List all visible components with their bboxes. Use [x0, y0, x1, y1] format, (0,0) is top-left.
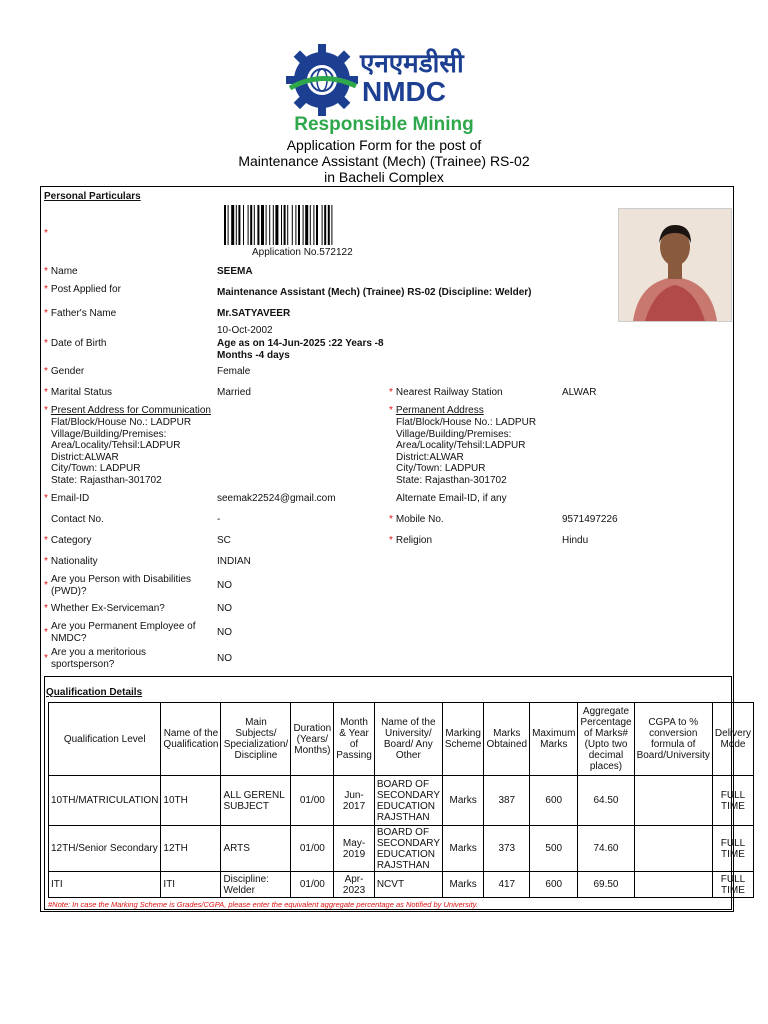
table-cell: 373	[484, 826, 530, 872]
col-header: Name of the University/ Board/ Any Other	[374, 703, 442, 776]
col-header: Delivery Mode	[712, 703, 753, 776]
table-row	[49, 872, 754, 898]
table-cell: ARTS	[221, 826, 291, 872]
father-value: Mr.SATYAVEER	[217, 308, 291, 319]
dob-label: * Date of Birth	[44, 338, 107, 349]
table-cell: 10TH/MATRICULATION	[49, 776, 161, 826]
table-row	[49, 776, 754, 826]
title-line-2: Maintenance Assistant (Mech) (Trainee) RS-02	[238, 153, 530, 169]
religion-label: * Religion	[389, 535, 433, 546]
person-photo-icon	[619, 209, 731, 321]
exserviceman-label: * Whether Ex-Serviceman?	[44, 603, 165, 614]
table-cell: 600	[530, 776, 578, 826]
table-cell: Marks	[442, 776, 484, 826]
col-header: Marking Scheme	[442, 703, 484, 776]
age-value: Age as on 14-Jun-2025 :22 Years -8 Months -4 days	[217, 338, 384, 361]
religion-value: Hindu	[562, 535, 589, 546]
category-value: SC	[217, 535, 231, 546]
table-cell: NCVT	[374, 872, 442, 898]
table-cell: Apr-2023	[334, 872, 375, 898]
table-cell: 64.50	[578, 776, 634, 826]
gender-value: Female	[217, 366, 251, 377]
table-cell: 69.50	[578, 872, 634, 898]
railway-value: ALWAR	[562, 387, 597, 398]
table-cell: 01/00	[291, 872, 334, 898]
table-cell: 74.60	[578, 826, 634, 872]
railway-label: * Nearest Railway Station	[389, 387, 503, 398]
name-label: * Name	[44, 266, 78, 277]
category-label: * Category	[44, 535, 92, 546]
mobile-value: 9571497226	[562, 514, 618, 525]
table-cell: ITI	[161, 872, 221, 898]
contact-value: -	[217, 514, 221, 525]
pwd-value: NO	[217, 580, 232, 591]
name-value: SEEMA	[217, 266, 253, 277]
table-cell: Marks	[442, 872, 484, 898]
table-cell: May-2019	[334, 826, 375, 872]
gender-label: * Gender	[44, 366, 85, 377]
col-header: CGPA to % conversion formula of Board/University	[634, 703, 712, 776]
table-cell: ITI	[49, 872, 161, 898]
title-line-1: Application Form for the post of	[286, 137, 482, 153]
barcode	[224, 205, 384, 249]
table-cell: 600	[530, 872, 578, 898]
email-value: seemak22524@gmail.com	[217, 493, 336, 504]
table-cell: ALL GERENL SUBJECT	[221, 776, 291, 826]
application-number: Application No.572122	[252, 247, 353, 258]
logo-hindi-text: एनएमडीसी	[360, 49, 464, 79]
father-label: * Father's Name	[44, 308, 117, 319]
qualification-table	[48, 702, 754, 898]
table-cell	[634, 826, 712, 872]
dob-value: 10-Oct-2002	[217, 325, 273, 336]
table-cell: 417	[484, 872, 530, 898]
alt-email-label: Alternate Email-ID, if any	[396, 493, 507, 504]
present-address-label: * Present Address for Communication	[44, 405, 211, 416]
tagline: Responsible Mining	[294, 114, 474, 135]
sports-label: * Are you a meritorious sportsperson?	[44, 647, 147, 670]
table-row	[49, 826, 754, 872]
table-cell: Marks	[442, 826, 484, 872]
qualification-header-row	[49, 703, 754, 776]
table-cell	[634, 776, 712, 826]
col-header: Duration (Years/ Months)	[291, 703, 334, 776]
email-label: * Email-ID	[44, 493, 90, 504]
col-header: Marks Obtained	[484, 703, 530, 776]
table-cell: FULL TIME	[712, 826, 753, 872]
title-line-3: in Bacheli Complex	[324, 169, 444, 185]
marking-note: #Note: In case the Marking Scheme is Grades/CGPA, please enter the equivalent aggregate percentage as Notified by University.	[48, 900, 478, 909]
col-header: Main Subjects/ Specialization/ Discipline	[221, 703, 291, 776]
col-header: Aggregate Percentage of Marks# (Upto two decimal places)	[578, 703, 634, 776]
table-cell: FULL TIME	[712, 872, 753, 898]
post-label: * Post Applied for	[44, 284, 121, 295]
post-value: Maintenance Assistant (Mech) (Trainee) RS-02 (Discipline: Welder)	[217, 287, 532, 298]
table-cell: 12TH	[161, 826, 221, 872]
mobile-label: * Mobile No.	[389, 514, 444, 525]
table-cell: Discipline: Welder	[221, 872, 291, 898]
permanent-address-block: Flat/Block/House No.: LADPUR Village/Building/Premises: Area/Locality/Tehsil:LADPUR District:ALWAR City/Town: LADPUR State: Rajasthan-301702	[396, 417, 537, 486]
table-cell: BOARD OF SECONDARY EDUCATION RAJSTHAN	[374, 776, 442, 826]
logo-english-text: NMDC	[362, 76, 446, 107]
col-header: Month & Year of Passing	[334, 703, 375, 776]
col-header: Qualification Level	[49, 703, 161, 776]
nmdc-logo	[284, 40, 484, 118]
marital-value: Married	[217, 387, 251, 398]
permanent-emp-value: NO	[217, 627, 232, 638]
marital-label: * Marital Status	[44, 387, 113, 398]
personal-section-title: Personal Particulars	[44, 191, 141, 202]
exserviceman-value: NO	[217, 603, 232, 614]
permanent-address-label: * Permanent Address	[389, 405, 484, 416]
table-cell: 387	[484, 776, 530, 826]
barcode-star: *	[44, 228, 48, 239]
col-header: Name of the Qualification	[161, 703, 221, 776]
table-cell	[634, 872, 712, 898]
table-cell: 01/00	[291, 776, 334, 826]
table-cell: 12TH/Senior Secondary	[49, 826, 161, 872]
nationality-value: INDIAN	[217, 556, 251, 567]
table-cell: FULL TIME	[712, 776, 753, 826]
col-header: Maximum Marks	[530, 703, 578, 776]
sports-value: NO	[217, 653, 232, 664]
table-cell: 500	[530, 826, 578, 872]
permanent-emp-label: * Are you Permanent Employee of NMDC?	[44, 621, 196, 644]
qualification-section-title: Qualification Details	[46, 687, 143, 698]
nationality-label: * Nationality	[44, 556, 98, 567]
table-cell: BOARD OF SECONDARY EDUCATION RAJSTHAN	[374, 826, 442, 872]
table-cell: 10TH	[161, 776, 221, 826]
contact-label: Contact No.	[51, 514, 104, 525]
pwd-label: * Are you Person with Disabilities (PWD)?	[44, 574, 192, 597]
table-cell: 01/00	[291, 826, 334, 872]
table-cell: Jun-2017	[334, 776, 375, 826]
applicant-photo	[618, 208, 732, 322]
present-address-block: Flat/Block/House No.: LADPUR Village/Building/Premises: Area/Locality/Tehsil:LADPUR District:ALWAR City/Town: LADPUR State: Rajasthan-301702	[51, 417, 192, 486]
